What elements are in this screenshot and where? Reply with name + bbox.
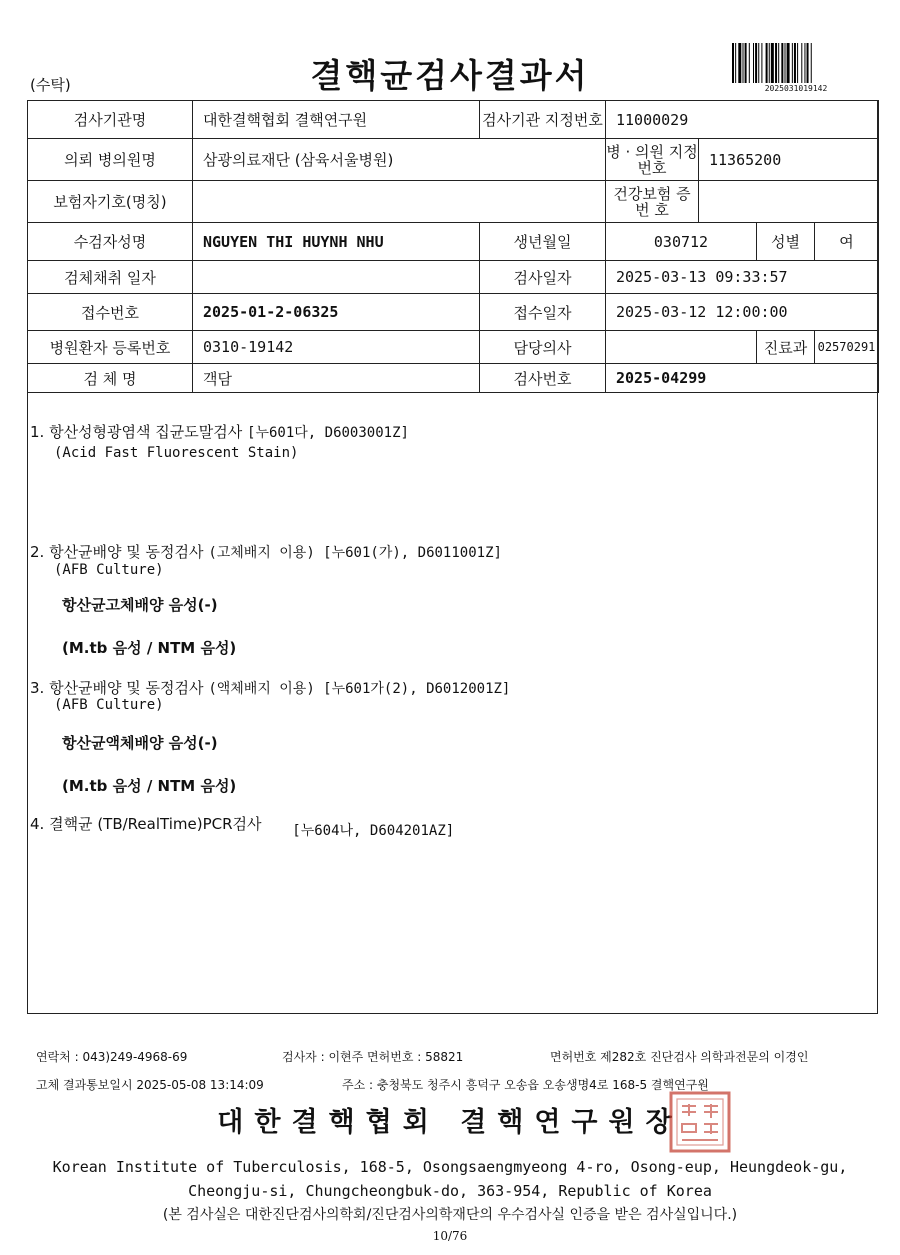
tester-info: 검사자 : 이현주 면허번호 : 58821 [282, 1050, 464, 1064]
test-2-code: (고체배지 이용) [누601(가), D6011001Z] [208, 545, 502, 561]
notice-datetime: 고체 결과통보일시 2025-05-08 13:14:09 [36, 1078, 264, 1092]
test-no-value: 2025-04299 [606, 364, 879, 393]
receipt-no-value: 2025-01-2-06325 [193, 294, 480, 331]
specialist-info: 면허번호 제282호 진단검사 의학과전문의 이경인 [550, 1050, 809, 1064]
test-2-subtitle: (AFB Culture) [54, 562, 164, 578]
patient-name: NGUYEN THI HUYNH NHU [193, 223, 480, 261]
specimen-value: 객담 [193, 364, 480, 393]
test-3-code: (액체배지 이용) [누601가(2), D6012001Z] [208, 681, 511, 697]
client-value: 삼광의료재단 (삼육서울병원) [193, 139, 606, 181]
doctor-label: 담당의사 [480, 331, 606, 364]
test-4-name: 4. 결핵균 (TB/RealTime)PCR검사 [30, 815, 262, 833]
test-3-name: 3. 항산균배양 및 동정검사 [30, 679, 204, 697]
agency-no-label: 검사기관 지정번호 [480, 101, 606, 139]
health-no-value [699, 181, 879, 223]
dob-label: 생년월일 [480, 223, 606, 261]
test-date-value: 2025-03-13 09:33:57 [606, 261, 879, 294]
agency-value: 대한결핵협회 결핵연구원 [193, 101, 480, 139]
test-3-result: 항산균액체배양 음성(-) [62, 734, 218, 752]
client-no-label: 병 · 의원 지정번호 [606, 139, 699, 181]
test-1-name: 1. 항산성형광염색 집균도말검사 [30, 423, 243, 441]
insurer-value [193, 181, 606, 223]
receipt-date-label: 접수일자 [480, 294, 606, 331]
test-item-3 [30, 677, 510, 698]
doctor-value [606, 331, 757, 364]
test-date-label: 검사일자 [480, 261, 606, 294]
institute-address: 주소 : 충청북도 청주시 흥덕구 오송읍 오송생명4로 168-5 결핵연구원 [342, 1078, 709, 1092]
document-title: 결핵균검사결과서 [310, 56, 590, 95]
contact-number: 연락처 : 043)249-4968-69 [36, 1050, 188, 1064]
dept-label: 진료과 [757, 331, 815, 364]
test-3-result-detail: (M.tb 음성 / NTM 음성) [62, 777, 237, 795]
test-3-subtitle: (AFB Culture) [54, 697, 164, 713]
collect-date-label: 검체채취 일자 [28, 261, 193, 294]
client-no-value: 11365200 [699, 139, 879, 181]
copy-mark: (수탁) [30, 76, 71, 94]
test-1-subtitle: (Acid Fast Fluorescent Stain) [54, 445, 299, 461]
barcode-number: 2025031019142 [764, 84, 828, 93]
test-2-result: 항산균고체배양 음성(-) [62, 596, 218, 614]
insurer-label: 보험자기호(명칭) [28, 181, 193, 223]
institute-name-korean: 대한결핵협회 결핵연구원장 [217, 1107, 683, 1138]
certification-notice: (본 검사실은 대한진단검사의학회/진단검사의학재단의 우수검사실 인증을 받은 검사실입니다.) [162, 1207, 738, 1223]
official-seal-icon [668, 1090, 732, 1154]
specimen-label: 검 체 명 [28, 364, 193, 393]
reg-no-label: 병원환자 등록번호 [28, 331, 193, 364]
test-item-4 [30, 813, 455, 839]
barcode-image [732, 43, 860, 83]
agency-no-value: 11000029 [606, 101, 879, 139]
test-2-result-detail: (M.tb 음성 / NTM 음성) [62, 639, 237, 657]
client-label: 의뢰 병의원명 [28, 139, 193, 181]
institute-address-english-1: Korean Institute of Tuberculosis, 168-5, Osongsaengmyeong 4-ro, Osong-eup, Heungdeok-gu, [52, 1158, 848, 1176]
sex-value: 여 [815, 223, 879, 261]
test-1-code: [누601다, D6003001Z] [247, 425, 409, 441]
page-number: 10/76 [432, 1229, 468, 1243]
dob-value: 030712 [606, 223, 757, 261]
receipt-date-value: 2025-03-12 12:00:00 [606, 294, 879, 331]
test-item-2 [30, 541, 502, 562]
test-4-code: [누604나, D604201AZ] [292, 823, 455, 839]
reg-no-value: 0310-19142 [193, 331, 480, 364]
institute-address-english-2: Cheongju-si, Chungcheongbuk-do, 363-954, Republic of Korea [188, 1182, 712, 1200]
test-no-label: 검사번호 [480, 364, 606, 393]
test-item-1 [30, 421, 409, 442]
agency-label: 검사기관명 [28, 101, 193, 139]
patient-label: 수검자성명 [28, 223, 193, 261]
test-2-name: 2. 항산균배양 및 동정검사 [30, 543, 204, 561]
receipt-no-label: 접수번호 [28, 294, 193, 331]
health-no-label: 건강보험 증 번 호 [606, 181, 699, 223]
sex-label: 성별 [757, 223, 815, 261]
patient-info-table [27, 100, 879, 393]
dept-value: 02570291 [815, 331, 879, 364]
collect-date-value [193, 261, 480, 294]
